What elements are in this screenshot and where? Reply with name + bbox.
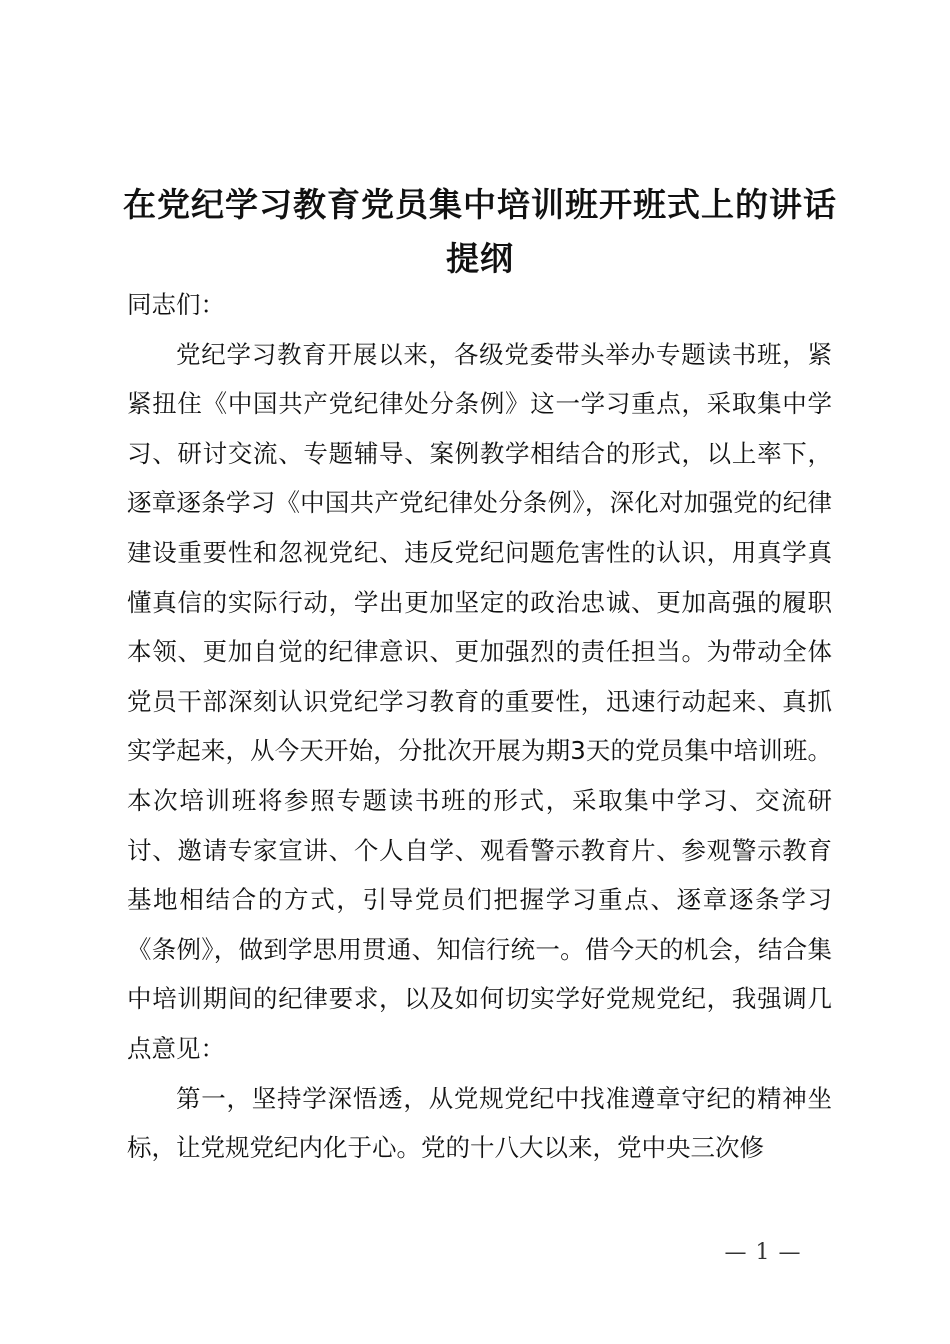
salutation: 同志们：: [127, 290, 225, 319]
document-title: 在党纪学习教育党员集中培训班开班式上的讲话提纲: [123, 185, 837, 278]
body-paragraph-2: 第一，坚持学深悟透，从党规党纪中找准遵章守纪的精神坐标，让党规党纪内化于心。党的十八大以来，党中央三次修: [127, 1083, 832, 1163]
body-paragraph-1: 党纪学习教育开展以来，各级党委带头举办专题读书班，紧紧扭住《中国共产党纪律处分条例》这一学习重点，采取集中学习、研讨交流、专题辅导、案例教学相结合的形式，以上率下，逐章逐条学习《中国共产党纪律处分条例》，深化对加强党的纪律建设重要性和忽视党纪、违反党纪问题危害性的认识，用真学真懂真信的实际行动，学出更加坚定的政治忠诚、更加高强的履职本领、更加自觉的纪律意识、更加强烈的责任担当。为带动全体党员干部深刻认识党纪学习教育的重要性，迅速行动起来、真抓实学起来，从今天开始，分批次开展为期3天的党员集中培训班。本次培训班将参照专题读书班的形式，采取集中学习、交流研讨、邀请专家宣讲、个人自学、观看警示教育片、参观警示教育基地相结合的方式，引导党员们把握学习重点、逐章逐条学习《条例》，做到学思用贯通、知信行统一。借今天的机会，结合集中培训期间的纪律要求，以及如何切实学好党规党纪，我强调几点意见：: [127, 339, 832, 1063]
document-body: [127, 280, 832, 1173]
page-number: — 1 —: [724, 1240, 802, 1265]
